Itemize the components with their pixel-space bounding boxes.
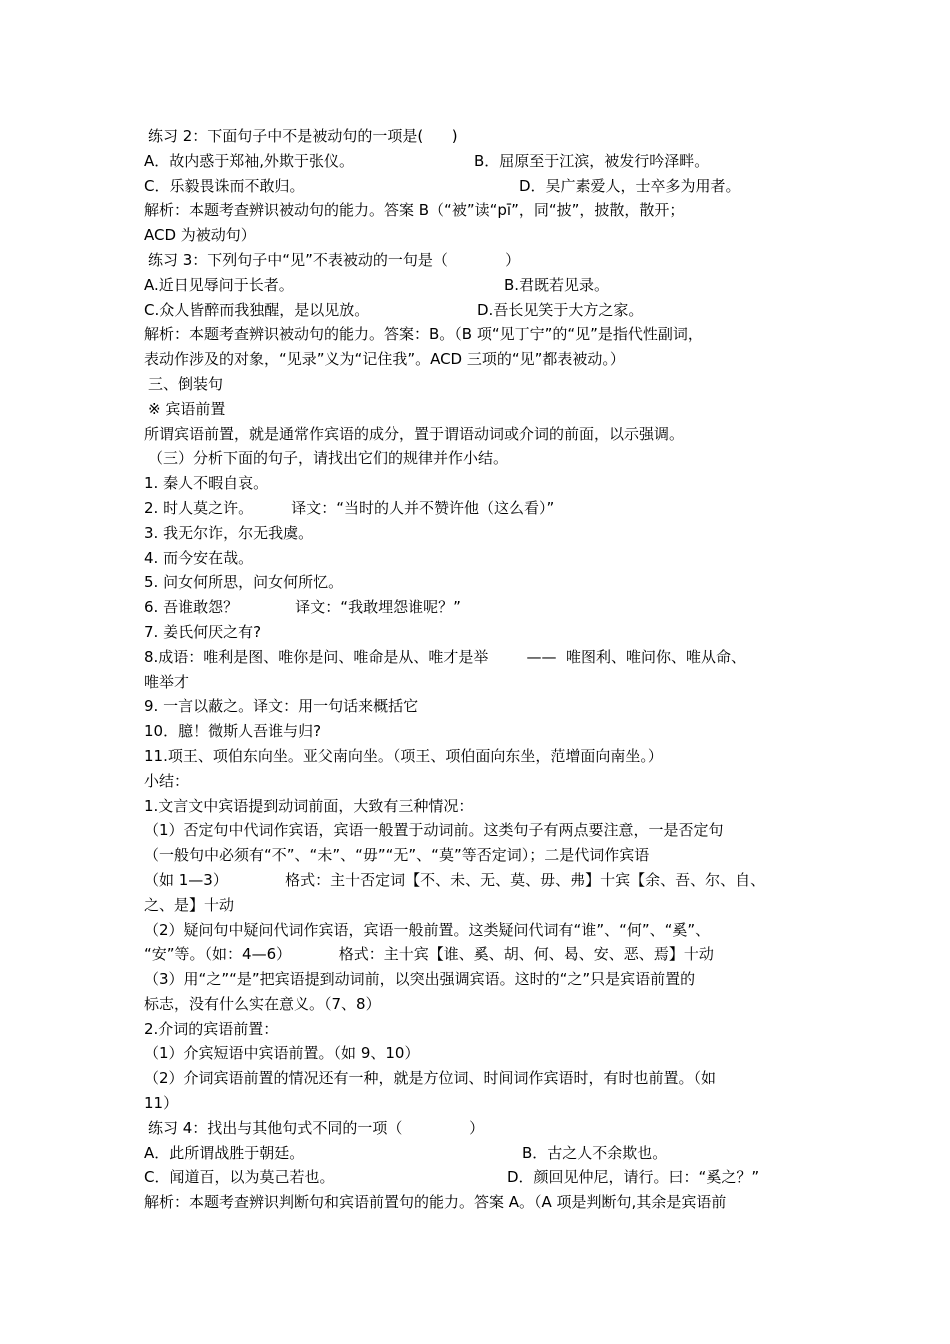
option-c: C.众人皆醉而我独醒，是以见放。 xyxy=(144,300,370,319)
summary-1-1-format: （如 1—3） 格式：主十否定词【不、未、无、莫、毋、弗】十宾【余、吾、尔、自、 xyxy=(144,870,766,889)
example-8-cont: 唯举才 xyxy=(144,672,190,691)
summary-heading: 小结： xyxy=(144,771,190,790)
option-b: B．古之人不余欺也。 xyxy=(522,1143,668,1162)
option-a: A．此所谓战胜于朝廷。 xyxy=(144,1143,305,1162)
example-5: 5. 问女何所思，问女何所忆。 xyxy=(144,573,344,592)
exercise-2-options-ab xyxy=(144,149,824,174)
definition-text: 所谓宾语前置，就是通常作宾语的成分，置于谓语动词或介词的前面，以示强调。 xyxy=(144,424,685,443)
option-a: A.近日见辱问于长者。 xyxy=(144,275,294,294)
exercise-3-analysis: 解析：本题考查辨识被动句的能力。答案：B。（B 项“见丁宁”的“见”是指代性副词， xyxy=(144,325,703,344)
summary-1-2: （2）疑问句中疑问代词作宾语，宾语一般前置。这类疑问代词有“谁”、“何”、“奚”、 xyxy=(144,920,711,939)
document-body xyxy=(144,124,824,1215)
example-1: 1. 秦人不暇自哀。 xyxy=(144,474,269,493)
instruction-text: （三）分析下面的句子，请找出它们的规律并作小结。 xyxy=(148,449,509,468)
summary-1-1: （1）否定句中代词作宾语，宾语一般置于动词前。这类句子有两点要注意，一是否定句 xyxy=(144,821,724,840)
example-3: 3. 我无尔诈，尔无我虞。 xyxy=(144,523,314,542)
exercise-3-options-cd xyxy=(144,298,824,323)
example-8: 8.成语：唯利是图、唯你是问、唯命是从、唯才是举 —— 唯图利、唯问你、唯从命、 xyxy=(144,647,746,666)
exercise-3-question: 练习 3：下列句子中“见”不表被动的一句是（ ） xyxy=(148,250,521,269)
example-7: 7. 姜氏何厌之有? xyxy=(144,622,262,641)
summary-point-2: 2.介词的宾语前置： xyxy=(144,1019,279,1038)
summary-1-1-format-cont: 之、是】十动 xyxy=(144,895,235,914)
exercise-3-options-ab xyxy=(144,273,824,298)
option-c: C．乐毅畏诛而不敢归。 xyxy=(144,176,305,195)
option-d: D.吾长见笑于大方之家。 xyxy=(477,300,644,319)
example-9: 9. 一言以蔽之。译文：用一句话来概括它 xyxy=(144,697,419,716)
option-d: D．吴广素爱人，士卒多为用者。 xyxy=(519,176,741,195)
option-b: B．屈原至于江滨，被发行吟泽畔。 xyxy=(474,151,710,170)
exercise-2-options-cd xyxy=(144,174,824,199)
summary-point-1: 1.文言文中宾语提到动词前面，大致有三种情况： xyxy=(144,796,474,815)
example-2: 2. 时人莫之许。 译文：“当时的人并不赞许他（这么看）” xyxy=(144,498,555,517)
summary-1-2-format: “安”等。（如：4—6） 格式：主十宾【谁、奚、胡、何、曷、安、恶、焉】十动 xyxy=(144,945,714,964)
example-4: 4. 而今安在哉。 xyxy=(144,548,254,567)
summary-1-1-cont: （一般句中必须有“不”、“未”、“毋”“无”、“莫”等否定词）；二是代词作宾语 xyxy=(144,846,650,865)
exercise-4-question: 练习 4：找出与其他句式不同的一项（ ） xyxy=(148,1118,485,1137)
section-heading: 三、倒装句 xyxy=(148,374,224,393)
option-b: B.君既若见录。 xyxy=(504,275,610,294)
option-d: D．颜回见仲尼，请行。曰：“奚之？” xyxy=(507,1168,760,1187)
example-11: 11.项王、项伯东向坐。亚父南向坐。（项王、项伯面向东坐，范增面向南坐。） xyxy=(144,746,663,765)
exercise-4-options-cd xyxy=(144,1165,824,1190)
subsection-heading: ※ 宾语前置 xyxy=(148,399,226,418)
example-10: 10．臆！微斯人吾谁与归? xyxy=(144,722,322,741)
summary-2-2-cont: 11） xyxy=(144,1094,179,1113)
option-c: C．闻道百，以为莫己若也。 xyxy=(144,1168,335,1187)
summary-2-2: （2）介词宾语前置的情况还有一种，就是方位词、时间词作宾语时，有时也前置。（如 xyxy=(144,1069,717,1088)
exercise-2-question: 练习 2：下面句子中不是被动句的一项是( ) xyxy=(148,127,458,145)
example-6: 6. 吾谁敢怨？ 译文：“我敢埋怨谁呢？” xyxy=(144,598,461,617)
exercise-2-analysis-cont: ACD 为被动句） xyxy=(144,226,256,245)
option-a: A．故内惑于郑袖,外欺于张仪。 xyxy=(144,151,355,170)
summary-2-1: （1）介宾短语中宾语前置。（如 9、10） xyxy=(144,1044,420,1063)
summary-1-3-cont: 标志，没有什么实在意义。（7、8） xyxy=(144,994,381,1013)
exercise-3-analysis-cont: 表动作涉及的对象，“见录”义为“记住我”。ACD 三项的“见”都表被动。） xyxy=(144,350,625,369)
exercise-2-analysis: 解析：本题考查辨识被动句的能力。答案 B（“被”读“pī”，同“披”，披散，散开； xyxy=(144,201,685,220)
exercise-4-options-ab xyxy=(144,1141,824,1166)
summary-1-3: （3）用“之”“是”把宾语提到动词前，以突出强调宾语。这时的“之”只是宾语前置的 xyxy=(144,970,696,989)
exercise-4-analysis: 解析：本题考查辨识判断句和宾语前置句的能力。答案 A。（A 项是判断句,其余是宾语前 xyxy=(144,1193,727,1212)
